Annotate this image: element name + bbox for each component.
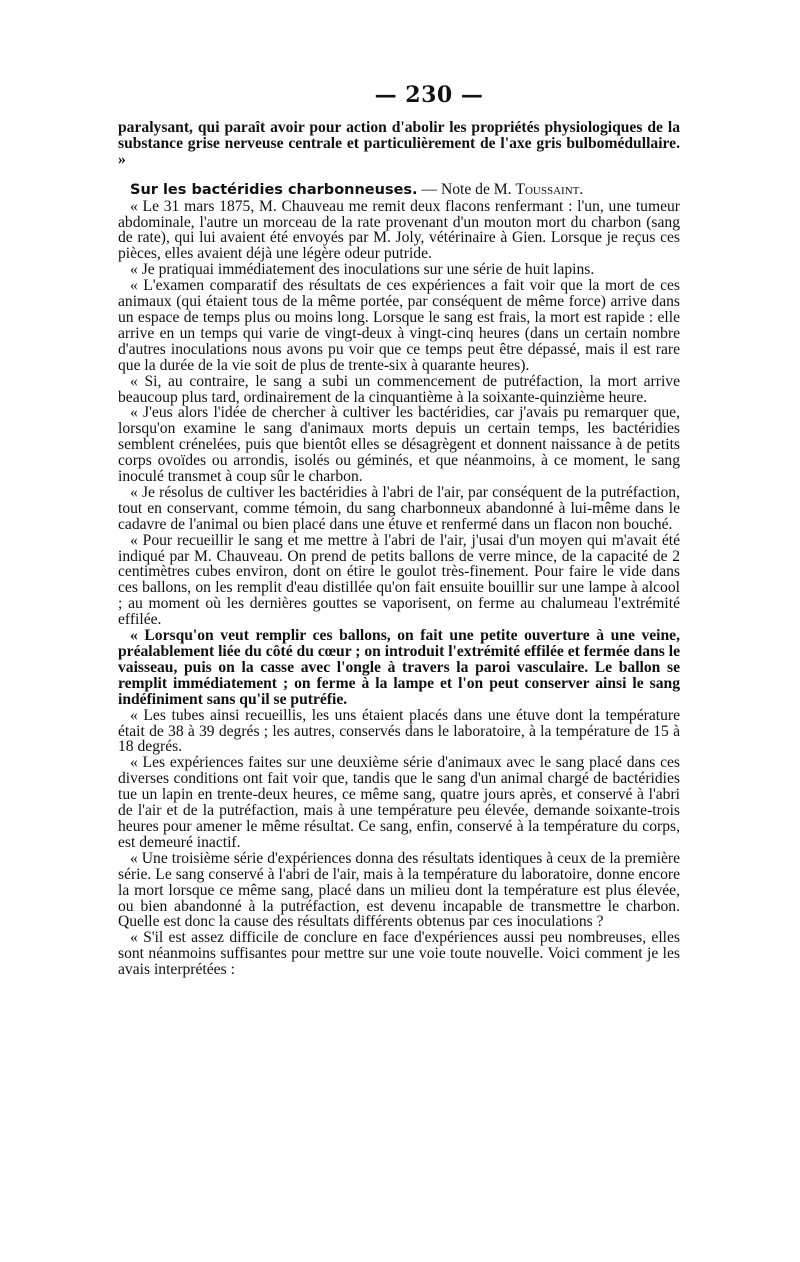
paragraph-2: « Je pratiquai immédiatement des inoculations sur une série de huit lapins. xyxy=(130,261,595,279)
section-title: Sur les bactéridies charbonneuses. xyxy=(130,181,418,198)
book-page xyxy=(118,82,680,978)
paragraph-8: « Lorsqu'on veut remplir ces ballons, on fait une petite ouverture à une veine, préalablement liée du côté du cœur ; on introduit l'extrémité effilée et fermée dans le vaisseau, puis on la casse avec l'ongle à travers la paroi vasculaire. Le ballon se remplit immédiatement ; on ferme à la lampe et l'on peut conserver ainsi le sang indéfiniment sans qu'il se putréfie. xyxy=(118,627,680,708)
paragraph-1: « Le 31 mars 1875, M. Chauveau me remit deux flacons renfermant : l'un, une tumeur abdominale, l'autre un morceau de la rate provenant d'un mouton mort du charbon (sang de rate), qui lui avaient été envoyés par M. Joly, vétérinaire à Gien. Lorsque je reçus ces pièces, elles avaient déjà une légère odeur putride. xyxy=(118,197,680,263)
section-author: Toussaint xyxy=(515,180,580,198)
paragraph-12: « S'il est assez difficile de conclure en face d'expériences aussi peu nombreuses, elles sont néanmoins suffisantes pour mettre sur une voie toute nouvelle. Voici comment je les avais interprétées : xyxy=(118,929,680,979)
section-heading xyxy=(118,182,680,199)
paragraph-6: « Je résolus de cultiver les bactéridies à l'abri de l'air, par conséquent de la putréfaction, tout en conservant, comme témoin, du sang charbonneux abandonné à lui-même dans le cadavre de l'animal ou bien placé dans une étuve et renfermé dans un flacon non bouché. xyxy=(118,483,680,533)
paragraph-7: « Pour recueillir le sang et me mettre à l'abri de l'air, j'usai d'un moyen qui m'avait été indiqué par M. Chauveau. On prend de petits ballons de verre mince, de la capacité de 2 centimètres cubes environ, dont on étire le goulot très-finement. Pour faire le vide dans ces ballons, on les remplit d'eau distillée qu'on fait ensuite bouillir sur une lampe à alcool ; au moment où les dernières gouttes se vaporisent, on ferme au chalumeau l'extrémité effilée. xyxy=(118,531,680,629)
page-number: — 230 — xyxy=(374,82,484,108)
section-note-suffix: . xyxy=(579,180,584,198)
paragraph-10: « Les expériences faites sur une deuxième série d'animaux avec le sang placé dans ces diverses conditions ont fait voir que, tandis que le sang d'un animal chargé de bactéridies tue un lapin en trente-deux heures, ce même sang, quatre jours après, et conservé à l'abri de l'air et de la putréfaction, mais à une température peu élevée, demande soixante-trois heures pour amener le même résultat. Ce sang, enfin, conservé à la température du corps, est demeuré inactif. xyxy=(118,754,680,851)
section-note-prefix: Note de M. xyxy=(440,180,516,198)
paragraph-5: « J'eus alors l'idée de chercher à cultiver les bactéridies, car j'avais pu remarquer que, lorsqu'on examine le sang d'animaux morts depuis un certain temps, les bactéridies semblent crénelées, puis que bientôt elles se désagrègent et donnent naissance à de petits corps ovoïdes ou arrondis, isolés ou géminés, et que néanmoins, à ce moment, le sang inoculé transmet à coup sûr le charbon. xyxy=(118,404,680,486)
paragraph-9: « Les tubes ainsi recueillis, les uns étaient placés dans une étuve dont la température était de 38 à 39 degrés ; les autres, conservés dans le laboratoire, à la température de 15 à 18 degrés. xyxy=(118,706,680,756)
section-dash: — xyxy=(417,180,441,198)
paragraph-3: « L'examen comparatif des résultats de ces expériences a fait voir que la mort de ces animaux (qui étaient tous de la même portée, par conséquent de même force) arrive dans un espace de temps plus ou moins long. Lorsque le sang est frais, la mort est rapide : elle arrive en un temps qui varie de vingt-deux à vingt-cinq heures (dans un certain nombre d'autres inoculations nous avons pu voir que ce temps peut être dépassé, mais il est rare que la durée de la vie soit de plus de trente-six à quarante heures). xyxy=(118,277,680,374)
paragraph-11: « Une troisième série d'expériences donna des résultats identiques à ceux de la première série. Le sang conservé à l'abri de l'air, mais à la température du laboratoire, donne encore la mort lorsque ce même sang, placé dans un milieu dont la température est plus élevée, ou bien abandonné à la putréfaction, est devenu incapable de transmettre le charbon. Quelle est donc la cause des résultats différents obtenus par ces inoculations ? xyxy=(118,849,680,931)
opening-paragraph: paralysant, qui paraît avoir pour action d'abolir les propriétés physiologiques de la substance grise nerveuse centrale et particulièrement de l'axe gris bulbomédullaire. » xyxy=(118,119,680,168)
paragraph-4: « Si, au contraire, le sang a subi un commencement de putréfaction, la mort arrive beaucoup plus tard, ordinairement de la cinquantième à la soixante-quinzième heure. xyxy=(118,372,680,406)
